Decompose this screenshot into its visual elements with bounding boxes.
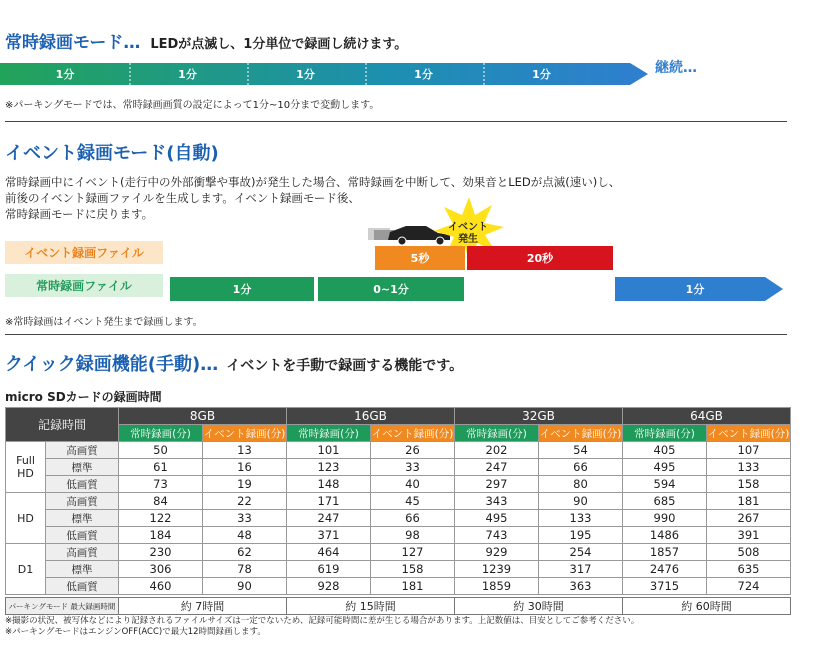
parking-value: 約 15時間 <box>287 598 455 615</box>
table-row <box>6 510 791 527</box>
section2-note: ※常時録画はイベント発生まで録画します。 <box>5 317 203 328</box>
table-cell: 33 <box>371 459 455 476</box>
col-constant: 常時録画(分) <box>119 425 203 442</box>
table-cell: 743 <box>455 527 539 544</box>
table-cell: 73 <box>119 476 203 493</box>
note-line: ※撮影の状況、被写体などにより記録されるファイルサイズは一定でないため、記録可能時間に差が生じる場合があります。上記数値は、目安としてご参考ください。 <box>5 616 640 626</box>
table-cell: 230 <box>119 544 203 561</box>
table-cell: 61 <box>119 459 203 476</box>
quality-label: 標準 <box>46 459 119 476</box>
divider <box>5 121 787 122</box>
table-cell: 107 <box>707 442 791 459</box>
note-line: ※パーキングモードはエンジンOFF(ACC)で最大12時間録画します。 <box>5 627 266 637</box>
timeline-segment: 1分 <box>414 68 433 81</box>
table-cell: 54 <box>539 442 623 459</box>
col-event: イベント録画(分) <box>203 425 287 442</box>
table-cell: 62 <box>203 544 287 561</box>
table-cell: 363 <box>539 578 623 595</box>
quality-label: 高画質 <box>46 493 119 510</box>
table-row <box>6 459 791 476</box>
section3-title: クイック録画機能(手動)… <box>5 354 219 375</box>
section3-heading <box>5 350 463 376</box>
table-cell: 127 <box>371 544 455 561</box>
table-cell: 405 <box>623 442 707 459</box>
table-cell: 19 <box>203 476 287 493</box>
resolution-label <box>6 493 46 544</box>
parking-table <box>5 597 791 615</box>
table-cell: 148 <box>287 476 371 493</box>
table-cell: 1859 <box>455 578 539 595</box>
table-cell: 460 <box>119 578 203 595</box>
resolution-label <box>6 442 46 493</box>
quality-label: 標準 <box>46 510 119 527</box>
table-cell: 495 <box>623 459 707 476</box>
table-cell: 990 <box>623 510 707 527</box>
section1-title: 常時録画モード… <box>5 33 141 53</box>
table-cell: 22 <box>203 493 287 510</box>
table-cell: 66 <box>539 459 623 476</box>
constant-segment: 1分 <box>170 277 314 301</box>
table-cell: 317 <box>539 561 623 578</box>
timeline-segment: 1分 <box>296 68 315 81</box>
table-cell: 40 <box>371 476 455 493</box>
table-cell: 133 <box>539 510 623 527</box>
timeline-segment: 1分 <box>178 68 197 81</box>
table-cell: 685 <box>623 493 707 510</box>
parking-value: 約 30時間 <box>455 598 623 615</box>
section3-subtitle: イベントを手動で録画する機能です。 <box>226 358 464 374</box>
resolution-line: D1 <box>17 562 34 576</box>
table-cell: 101 <box>287 442 371 459</box>
event-burst-text <box>438 222 498 246</box>
table-cell: 619 <box>287 561 371 578</box>
capacity-header: 8GB <box>119 408 287 425</box>
table-row <box>6 544 791 561</box>
table-caption: micro SDカードの録画時間 <box>5 390 162 404</box>
table-row <box>6 561 791 578</box>
table-cell: 133 <box>707 459 791 476</box>
section2-body <box>5 174 795 222</box>
table-cell: 371 <box>287 527 371 544</box>
resolution-line: HD <box>17 511 34 525</box>
col-event: イベント録画(分) <box>371 425 455 442</box>
section1-note: ※パーキングモードでは、常時録画画質の設定によって1分~10分まで変動します。 <box>5 100 380 111</box>
table-cell: 45 <box>371 493 455 510</box>
table-cell: 26 <box>371 442 455 459</box>
table-cell: 464 <box>287 544 371 561</box>
col-event: イベント録画(分) <box>539 425 623 442</box>
table-cell: 929 <box>455 544 539 561</box>
capacity-header: 32GB <box>455 408 623 425</box>
table-cell: 297 <box>455 476 539 493</box>
burst-line: イベント <box>448 222 488 233</box>
table-cell: 78 <box>203 561 287 578</box>
resolution-line: HD <box>17 467 34 480</box>
table-cell: 306 <box>119 561 203 578</box>
capacity-header: 16GB <box>287 408 455 425</box>
pre-event-segment: 5秒 <box>375 246 465 270</box>
quality-label: 低画質 <box>46 578 119 595</box>
col-event: イベント録画(分) <box>707 425 791 442</box>
parking-value: 約 60時間 <box>623 598 791 615</box>
table-notes <box>5 616 810 638</box>
table-cell: 928 <box>287 578 371 595</box>
table-cell: 391 <box>707 527 791 544</box>
constant-file-label: 常時録画ファイル <box>5 274 163 297</box>
quality-label: 低画質 <box>46 476 119 493</box>
divider <box>5 334 787 335</box>
table-cell: 13 <box>203 442 287 459</box>
timeline-segment: 1分 <box>55 68 75 81</box>
section2-title: イベント録画モード(自動) <box>5 143 219 164</box>
timeline-segment: 1分 <box>532 68 551 81</box>
table-cell: 594 <box>623 476 707 493</box>
table-cell: 508 <box>707 544 791 561</box>
parking-value: 約 7時間 <box>119 598 287 615</box>
table-row <box>6 527 791 544</box>
table-cell: 90 <box>203 578 287 595</box>
table-cell: 267 <box>707 510 791 527</box>
recording-time-table <box>5 407 791 595</box>
quality-label: 高画質 <box>46 544 119 561</box>
col-constant: 常時録画(分) <box>455 425 539 442</box>
table-cell: 247 <box>455 459 539 476</box>
col-constant: 常時録画(分) <box>287 425 371 442</box>
table-row <box>6 442 791 459</box>
table-cell: 181 <box>707 493 791 510</box>
table-cell: 16 <box>203 459 287 476</box>
table-cell: 202 <box>455 442 539 459</box>
table-cell: 123 <box>287 459 371 476</box>
table-cell: 184 <box>119 527 203 544</box>
table-cell: 495 <box>455 510 539 527</box>
table-row <box>6 578 791 595</box>
table-cell: 635 <box>707 561 791 578</box>
col-constant: 常時録画(分) <box>623 425 707 442</box>
table-cell: 122 <box>119 510 203 527</box>
event-file-label: イベント録画ファイル <box>5 241 163 264</box>
table-cell: 1486 <box>623 527 707 544</box>
continue-label: 継続… <box>655 60 697 76</box>
body-line: 前後のイベント録画ファイルを生成します。イベント録画モード後、 <box>5 191 360 205</box>
table-cell: 1239 <box>455 561 539 578</box>
body-line: 常時録画モードに戻ります。 <box>5 207 154 221</box>
quality-label: 低画質 <box>46 527 119 544</box>
table-row <box>6 493 791 510</box>
section1-heading <box>5 28 407 53</box>
table-cell: 254 <box>539 544 623 561</box>
table-corner: 記録時間 <box>6 408 119 442</box>
table-cell: 158 <box>707 476 791 493</box>
table-cell: 98 <box>371 527 455 544</box>
quality-label: 標準 <box>46 561 119 578</box>
table-cell: 2476 <box>623 561 707 578</box>
table-row <box>6 476 791 493</box>
burst-line: 発生 <box>458 234 478 245</box>
post-event-segment: 20秒 <box>467 246 613 270</box>
table-cell: 3715 <box>623 578 707 595</box>
table-cell: 84 <box>119 493 203 510</box>
table-cell: 724 <box>707 578 791 595</box>
resolution-line: Full <box>16 454 35 467</box>
table-cell: 181 <box>371 578 455 595</box>
table-cell: 80 <box>539 476 623 493</box>
table-cell: 195 <box>539 527 623 544</box>
section1-subtitle: LEDが点滅し、1分単位で録画し続けます。 <box>150 37 408 52</box>
table-cell: 90 <box>539 493 623 510</box>
table-cell: 66 <box>371 510 455 527</box>
constant-segment: 1分 <box>685 283 705 296</box>
table-cell: 50 <box>119 442 203 459</box>
parking-label: パーキングモード 最大録画時間 <box>6 598 119 615</box>
table-cell: 343 <box>455 493 539 510</box>
resolution-label <box>6 544 46 595</box>
quality-label: 高画質 <box>46 442 119 459</box>
capacity-header: 64GB <box>623 408 791 425</box>
constant-segment: 0~1分 <box>318 277 464 301</box>
body-line: 常時録画中にイベント(走行中の外部衝撃や事故)が発生した場合、常時録画を中断して、効果音とLEDが点滅(速い)し、 <box>5 175 621 189</box>
table-cell: 247 <box>287 510 371 527</box>
table-cell: 48 <box>203 527 287 544</box>
table-cell: 171 <box>287 493 371 510</box>
table-cell: 33 <box>203 510 287 527</box>
table-cell: 1857 <box>623 544 707 561</box>
table-cell: 158 <box>371 561 455 578</box>
